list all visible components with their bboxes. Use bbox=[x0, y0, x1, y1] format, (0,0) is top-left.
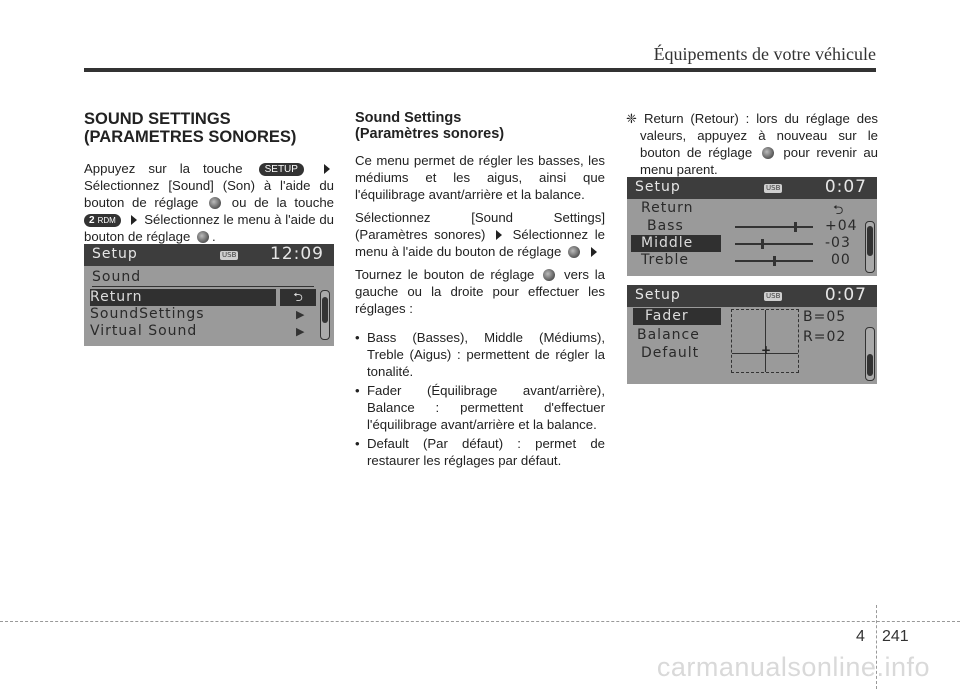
usb-badge: USB bbox=[766, 184, 781, 192]
lcd-title-bar: Setup USB 0:07 bbox=[627, 285, 877, 307]
tune-knob-icon bbox=[543, 269, 555, 281]
instruction-paragraph: Appuyez sur la touche SETUP Sélectionnez [Sound] (Son) à l'aide du bouton de réglage ou de la touche 2 RDM Sélectionnez le menu à l'aide du bouton de réglage . bbox=[84, 161, 335, 244]
menu-item-default[interactable]: Default bbox=[641, 345, 700, 361]
clock: 0:07 bbox=[824, 177, 867, 197]
return-icon: ⮌ bbox=[280, 289, 316, 306]
footer-rule bbox=[0, 621, 960, 622]
turn-paragraph: Tournez le bouton de réglage vers la gauche ou la droite pour effectuer les réglages : bbox=[355, 267, 605, 316]
chevron-right-icon: ▶ bbox=[296, 308, 305, 321]
fader-value: B=05 bbox=[803, 309, 847, 325]
scrollbar[interactable] bbox=[865, 221, 875, 273]
scrollbar[interactable] bbox=[320, 290, 330, 340]
middle-slider[interactable] bbox=[735, 243, 813, 245]
settings-list bbox=[355, 329, 605, 469]
lcd-title-bar: Setup USB 0:07 bbox=[627, 177, 877, 199]
section-title: Équipements de votre véhicule bbox=[653, 44, 876, 64]
scrollbar-thumb[interactable] bbox=[867, 226, 873, 256]
bass-slider[interactable] bbox=[735, 226, 813, 228]
list-item: • Bass (Basses), Middle (Médiums), Treble (Aigus) : permettent de régler la tonalité. bbox=[355, 329, 605, 380]
balance-value: R=02 bbox=[803, 329, 847, 345]
treble-value: 00 bbox=[831, 252, 851, 268]
setup-key-icon: SETUP bbox=[259, 163, 304, 176]
watermark: carmanualsonline.info bbox=[656, 652, 930, 682]
tone-label-bass: Bass bbox=[647, 218, 684, 234]
slider-thumb bbox=[761, 239, 764, 249]
lcd-screen-tone bbox=[627, 177, 877, 276]
menu-item-return[interactable]: Return bbox=[641, 200, 694, 216]
heading-sound-settings: SOUND SETTINGS (PARAMETRES SONORES) bbox=[84, 110, 297, 146]
heading-sound-settings-menu: Sound Settings (Paramètres sonores) bbox=[355, 110, 505, 142]
arrow-right-icon bbox=[496, 230, 502, 240]
column-sound-settings bbox=[84, 110, 334, 251]
lcd-screen-fader-balance bbox=[627, 285, 877, 384]
bass-value: +04 bbox=[825, 218, 858, 234]
list-item: • Default (Par défaut) : permet de restaurer les réglages par défaut. bbox=[355, 435, 605, 469]
tune-knob-icon bbox=[209, 197, 221, 209]
menu-item-return[interactable]: Return bbox=[90, 289, 276, 306]
clock: 0:07 bbox=[824, 285, 867, 305]
position-marker-icon: + bbox=[761, 343, 772, 357]
slider-thumb bbox=[794, 222, 797, 232]
note-symbol: ❈ bbox=[626, 111, 638, 126]
lcd-title-bar: Setup USB 12:09 bbox=[84, 244, 334, 266]
menu-item-balance[interactable]: Balance bbox=[637, 327, 700, 343]
scrollbar[interactable] bbox=[865, 327, 875, 381]
treble-slider[interactable] bbox=[735, 260, 813, 262]
tone-label-treble: Treble bbox=[641, 252, 689, 268]
rdm-key-icon: 2 RDM bbox=[84, 214, 121, 227]
return-icon: ⮌ bbox=[833, 203, 844, 218]
column-notes bbox=[626, 110, 878, 184]
lcd-screen-sound-menu bbox=[84, 244, 334, 346]
fader-balance-grid bbox=[731, 309, 799, 373]
arrow-right-icon bbox=[324, 164, 330, 174]
usb-badge: USB bbox=[766, 292, 781, 300]
chevron-right-icon: ▶ bbox=[296, 325, 305, 338]
arrow-right-icon bbox=[591, 247, 597, 257]
chapter-number: 4 bbox=[856, 628, 865, 645]
tone-label-middle[interactable]: Middle bbox=[631, 235, 721, 252]
header-rule bbox=[84, 68, 876, 72]
select-paragraph: Sélectionnez [Sound Settings] (Paramètres sonores) Sélectionnez le menu à l'aide du bouton de réglage bbox=[355, 210, 605, 259]
usb-badge: USB bbox=[222, 251, 237, 259]
list-item: • Fader (Équilibrage avant/arrière), Balance : permettent d'effectuer l'équilibrage avant/arrière et la balance. bbox=[355, 382, 605, 433]
return-note: ❈ Return (Retour) : lors du réglage des valeurs, appuyez à nouveau sur le bouton de réglage pour revenir au menu parent. bbox=[626, 111, 878, 177]
intro-paragraph: Ce menu permet de régler les basses, les médiums et les aigus, ainsi que l'équilibrage avant/arrière et la balance. bbox=[355, 153, 605, 202]
menu-item-sound-settings[interactable]: SoundSettings bbox=[90, 306, 205, 322]
clock: 12:09 bbox=[270, 244, 324, 264]
menu-item-virtual-sound[interactable]: Virtual Sound bbox=[90, 323, 198, 339]
page-number: 241 bbox=[882, 628, 909, 645]
arrow-right-icon bbox=[131, 215, 137, 225]
menu-item-fader[interactable]: Fader bbox=[633, 308, 721, 325]
menu-header-sound: Sound bbox=[92, 269, 314, 287]
slider-thumb bbox=[773, 256, 776, 266]
column-sound-settings-menu bbox=[355, 110, 605, 471]
scrollbar-thumb[interactable] bbox=[322, 297, 328, 323]
middle-value: -03 bbox=[825, 235, 851, 251]
tune-knob-icon bbox=[568, 246, 580, 258]
tune-knob-icon bbox=[197, 231, 209, 243]
scrollbar-thumb[interactable] bbox=[867, 354, 873, 376]
tune-knob-icon bbox=[762, 147, 774, 159]
